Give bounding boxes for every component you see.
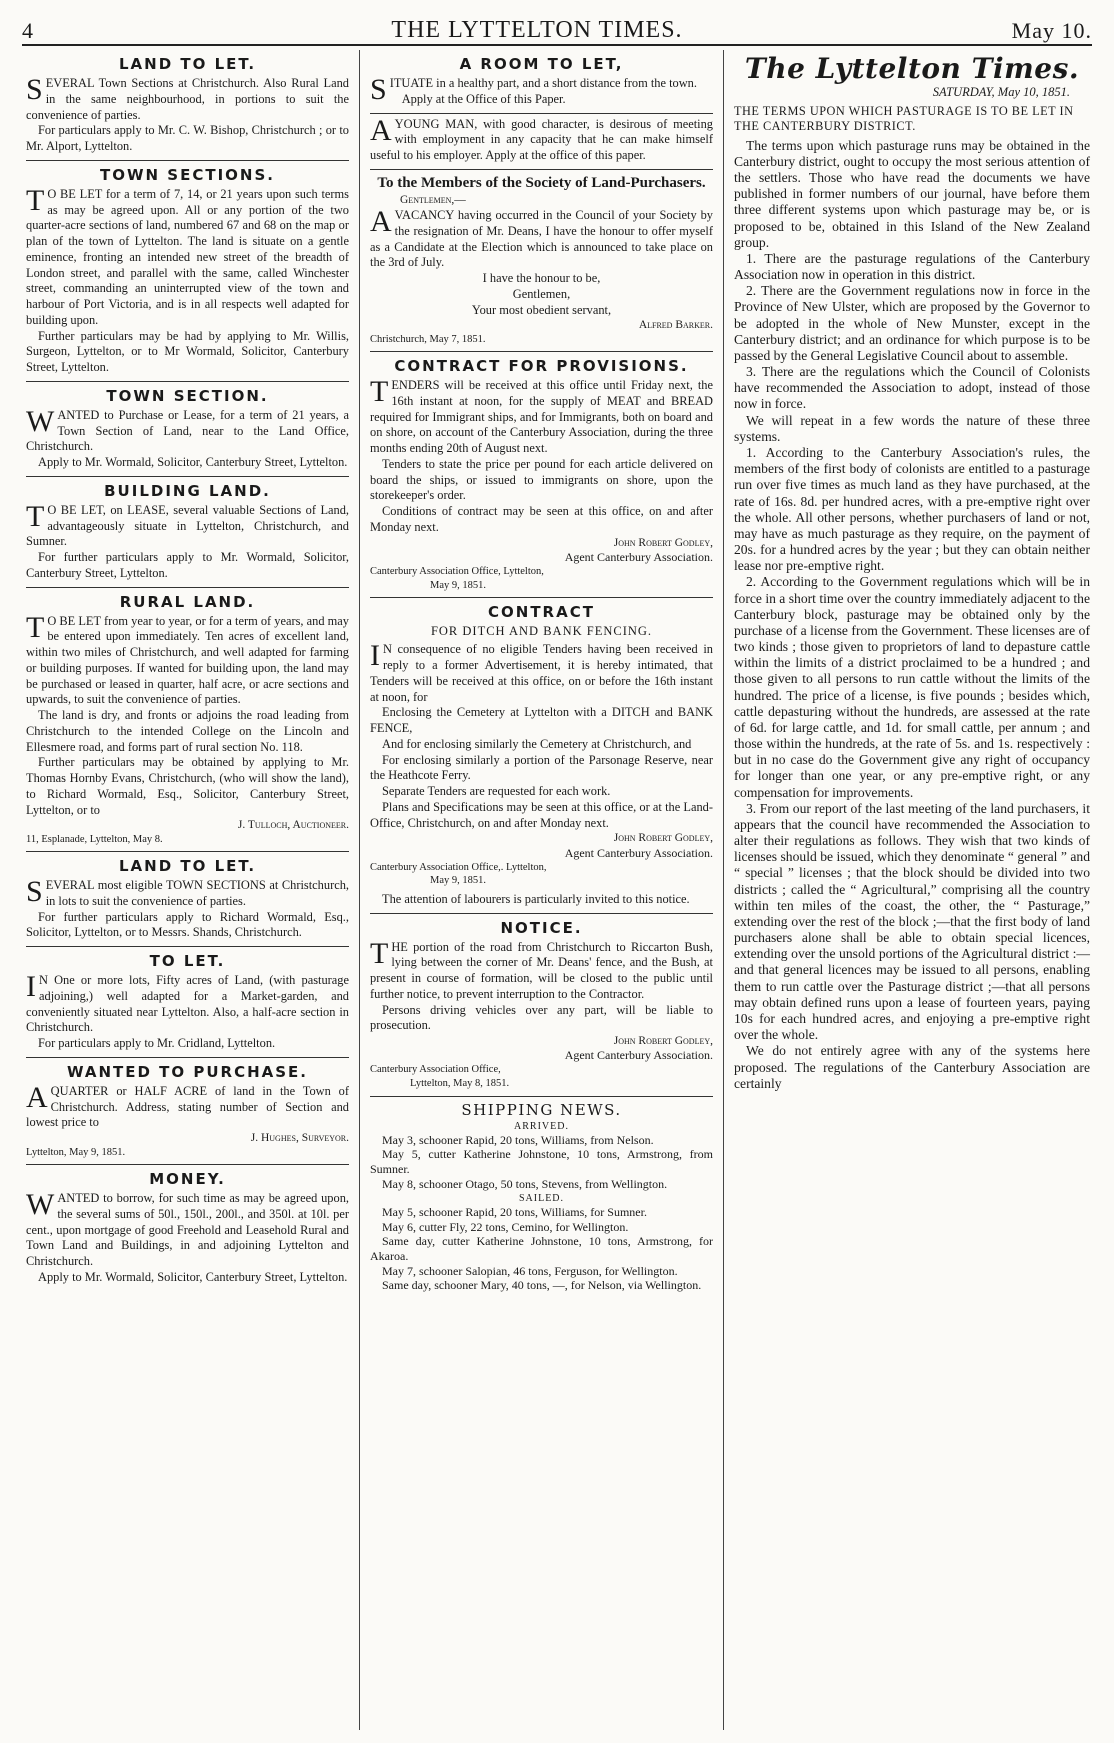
editorial-paragraph: We do not entirely agree with any of the systems here proposed. The regulations of the Canterbury Association are certainly bbox=[734, 1043, 1090, 1091]
nameplate: The Lyttelton Times. bbox=[744, 52, 1080, 85]
ad-text: For further particulars apply to Richard Wormald, Esq., Solicitor, Lyttelton, or to Messrs. Shands, Christchurch. bbox=[26, 909, 349, 940]
ad-text: For further particulars apply to Mr. Wormald, Solicitor, Canterbury Street, Lyttelton. bbox=[26, 550, 349, 580]
ad-heading: CONTRACT FOR PROVISIONS. bbox=[394, 357, 689, 376]
ship-entry: May 3, schooner Rapid, 20 tons, Williams, from Nelson. bbox=[382, 1132, 654, 1147]
ship-entry: Same day, cutter Katherine Johnstone, 10 tons, Armstrong, for Akaroa. bbox=[370, 1234, 713, 1264]
ad-text: THE portion of the road from Christchurch to Riccarton Bush, lying between the corner of Mr. Deans' fence, and the Bush, at present in course of formation, will be closed to the public until further notice, to prevent interruption to the Contractor. bbox=[370, 936, 713, 1001]
ad-text: Apply to Mr. Wormald, Solicitor, Canterbury Street, Lyttelton. bbox=[38, 455, 348, 469]
ad-heading: TOWN SECTION. bbox=[106, 386, 269, 405]
ad-place: Lyttelton, May 8, 1851. bbox=[410, 1078, 510, 1090]
ship-entry: Same day, schooner Mary, 40 tons, —, for Nelson, via Wellington. bbox=[382, 1278, 702, 1293]
ad-text: WANTED to borrow, for such time as may be agreed upon, the several sums of 50l., 150l., 200l., and 350l. at 10l. per cent., upon mortgage of good Freehold and Leasehold Rural and Town Land and Buildings, in and adjoining Lyttelton and Christchurch. bbox=[26, 1188, 349, 1269]
column-3-editorial bbox=[724, 50, 1092, 1730]
editorial-heading: THE TERMS UPON WHICH PASTURAGE IS TO BE LET IN THE CANTERBURY DISTRICT. bbox=[734, 104, 1074, 134]
ad-signature: J. Tulloch, Auctioneer. bbox=[237, 819, 349, 832]
ad-text: TO BE LET from year to year, or for a term of years, and may be entered upon immediately. Ten acres of excellent land, within two miles of Christchurch, and well adapted for farming or building purposes. If wanted for building upon, the land may be purchased or leased in quarter, half acre, or acre sections and upwards, to suit the convenience of parties. bbox=[26, 610, 349, 707]
ad-text: Plans and Specifications may be seen at this office, or at the Land-Office, Christchurch, on and after Monday next. bbox=[370, 799, 713, 830]
ad-land-to-let bbox=[26, 50, 349, 161]
page-number: 4 bbox=[22, 18, 33, 43]
ad-text: Apply to Mr. Wormald, Solicitor, Canterbury Street, Lyttelton. bbox=[38, 1269, 348, 1284]
ad-heading: CONTRACT bbox=[488, 603, 595, 622]
ad-notice bbox=[370, 914, 713, 1097]
ad-signature: Alfred Barker. bbox=[638, 319, 713, 332]
ad-signature: John Robert Godley, bbox=[613, 1035, 713, 1048]
editorial-paragraph: 3. There are the regulations which the Council of Colonists have recommended the Association to adopt, instead of those now in force. bbox=[734, 364, 1090, 412]
ad-heading: LAND TO LET. bbox=[118, 55, 257, 73]
ad-contract-fencing bbox=[370, 598, 713, 913]
ad-place: 11, Esplanade, Lyttelton, May 8. bbox=[26, 833, 163, 845]
ad-text: TO BE LET, on LEASE, several valuable Sections of Land, advantageously situate in Lyttelton, Christchurch, and Sumner. bbox=[26, 499, 349, 549]
editorial-paragraph: 1. According to the Canterbury Association's rules, the members of the first body of colonists are entitled to a pasturage run over five times as much land as they have purchased, at the rate of 16s. 8d. per hundred acres, with a pre-emptive right over the whole. All other persons, whether purchasers of land or not, may have as much pasturage as they require, on the payment of 20s. for a hundred acres by the year ; but they can obtain neither lease nor pre-emptive right. bbox=[734, 444, 1090, 574]
ad-place: Canterbury Association Office,. Lyttelton, bbox=[370, 861, 547, 873]
ship-entry: May 7, schooner Salopian, 46 tons, Ferguson, for Wellington. bbox=[382, 1263, 678, 1278]
ad-place: Canterbury Association Office, Lyttelton, bbox=[370, 566, 544, 578]
ad-text: Enclosing the Cemetery at Lyttelton with a DITCH and BANK FENCE, bbox=[370, 705, 713, 736]
ad-young-man bbox=[370, 114, 713, 170]
shipping-news bbox=[370, 1101, 713, 1293]
issue-date: May 10. bbox=[1011, 18, 1092, 43]
ad-wanted-to-purchase bbox=[26, 1058, 349, 1165]
ad-text: Conditions of contract may be seen at this office, on and after Monday next. bbox=[370, 504, 713, 534]
ad-place: May 9, 1851. bbox=[430, 875, 486, 887]
ad-text: IN consequence of no eligible Tenders having been received in reply to a former Advertisement, it is hereby intimated, that Tenders will be received at this office, on or before the 16th instant at noon, for bbox=[370, 639, 713, 704]
column-2 bbox=[360, 50, 724, 1730]
ad-text: The land is dry, and fronts or adjoins the road leading from Christchurch to the intended College on the Lincoln and Ellesmere road, and forms part of rural section No. 118. bbox=[26, 708, 349, 754]
ad-heading: WANTED TO PURCHASE. bbox=[66, 1062, 309, 1081]
ad-text: AVACANCY having occurred in the Council of your Society by the resignation of Mr. Deans, I have the honour to offer myself as a Candidate at the Election which is announced to take place on the 3rd of July. bbox=[370, 205, 713, 270]
ad-heading: MONEY. bbox=[149, 1170, 226, 1189]
ad-signature-title: Agent Canterbury Association. bbox=[564, 550, 713, 565]
ad-heading: NOTICE. bbox=[500, 918, 583, 937]
ad-signature: J. Hughes, Surveyor. bbox=[250, 1132, 349, 1145]
ad-text: IN One or more lots, Fifty acres of Land, (with pasturage adjoining,) well adapted for a Market-garden, and conveniently situated near Lyttelton. Also, a half-acre section in Christchurch. bbox=[26, 970, 349, 1035]
ad-text: SEVERAL most eligible TOWN SECTIONS at Christchurch, in lots to suit the convenience of parties. bbox=[26, 875, 349, 909]
ad-closing: Gentlemen, bbox=[512, 286, 571, 301]
ad-to-let bbox=[26, 947, 349, 1058]
ad-text: TENDERS will be received at this office until Friday next, the 16th instant at noon, for the supply of MEAT and BREAD required for Immigrant ships, and for Immigrants, both on board and on shore, on account of the Canterbury Association, during the three months ending 20th of August next. bbox=[370, 375, 713, 456]
ad-text: For particulars apply to Mr. C. W. Bishop, Christchurch ; or to Mr. Alport, Lyttelton. bbox=[26, 123, 349, 153]
ad-members-land-purchasers bbox=[370, 170, 713, 352]
ad-heading: BUILDING LAND. bbox=[104, 481, 271, 500]
editorial-paragraph: 2. There are the Government regulations now in force in the Province of New Ulster, which are proposed by the Governor to be adopted in the whole of New Munster, except in the Canterbury district; and an ordinance for which purpose is to be passed by the General Legislative Council about to assemble. bbox=[734, 283, 1090, 363]
ad-building-land bbox=[26, 477, 349, 588]
ad-town-section bbox=[26, 382, 349, 477]
dateline: SATURDAY, May 10, 1851. bbox=[932, 85, 1070, 99]
ad-note: The attention of labourers is particularly invited to this notice. bbox=[382, 891, 690, 906]
paper-title: THE LYTTELTON TIMES. bbox=[391, 17, 683, 43]
ad-text: Further particulars may be had by applying to Mr. Willis, Surgeon, Lyttelton, or to Mr Wormald, Solicitor, Canterbury Street, Lyttelton. bbox=[26, 328, 349, 374]
ship-entry: May 5, cutter Katherine Johnstone, 10 tons, Armstrong, from Sumner. bbox=[370, 1147, 713, 1176]
ad-text: And for enclosing similarly the Cemetery at Christchurch, and bbox=[382, 736, 692, 751]
ad-place: Canterbury Association Office, bbox=[370, 1064, 501, 1076]
ad-heading: TO LET. bbox=[149, 952, 226, 971]
editorial-paragraph: The terms upon which pasturage runs may be obtained in the Canterbury district, ought to occupy the most serious attention of the settlers. Those who have read the documents we have published in former numbers of our journal, have before them three different systems upon which pasturage may be, or is proposed to be, obtained in this Island of the New Zealand group. bbox=[734, 137, 1090, 250]
ad-salutation: Gentlemen,— bbox=[400, 194, 466, 206]
ad-signature-title: Agent Canterbury Association. bbox=[564, 1048, 713, 1063]
ad-text: AYOUNG MAN, with good character, is desirous of meeting with employment in any capacity that he can make himself useful to his employer. Apply at the office of this paper. bbox=[370, 113, 713, 162]
ad-subheading: FOR DITCH AND BANK FENCING. bbox=[430, 624, 653, 639]
ad-closing: I have the honour to be, bbox=[482, 271, 601, 285]
ad-closing: Your most obedient servant, bbox=[471, 302, 612, 317]
ad-text: Persons driving vehicles over any part, will be liable to prosecution. bbox=[370, 1002, 713, 1033]
ad-heading: RURAL LAND. bbox=[119, 592, 256, 611]
ad-heading: To the Members of the Society of Land-Purchasers. bbox=[377, 174, 706, 191]
ad-text: Further particulars may be obtained by applying to Mr. Thomas Hornby Evans, Christchurch, (who will show the land), to Richard Wormald, Esq., Solicitor, Canterbury Street, Lyttelton, or to bbox=[26, 755, 349, 817]
ad-money bbox=[26, 1165, 349, 1291]
ad-signature: John Robert Godley, bbox=[613, 832, 713, 845]
ship-arrived-label: ARRIVED. bbox=[514, 1120, 569, 1132]
ad-text: Tenders to state the price per pound for each article delivered on board the ships, or issued to immigrants on shore, upon the storekeeper's order. bbox=[370, 456, 713, 503]
ad-heading: TOWN SECTIONS. bbox=[100, 165, 275, 184]
column-1 bbox=[22, 50, 360, 1730]
ad-rural-land bbox=[26, 588, 349, 853]
ad-heading: LAND TO LET. bbox=[118, 857, 257, 876]
ad-text: SITUATE in a healthy part, and a short distance from the town. bbox=[370, 73, 697, 106]
ad-text: AQUARTER or HALF ACRE of land in the Town of Christchurch. Address, stating number of Section and lowest price to bbox=[26, 1080, 349, 1130]
ad-signature: John Robert Godley, bbox=[613, 536, 713, 549]
ad-text: Apply at the Office of this Paper. bbox=[401, 91, 566, 106]
ad-contract-provisions bbox=[370, 352, 713, 598]
ad-text: Separate Tenders are requested for each work. bbox=[382, 784, 611, 799]
editorial-paragraph: 3. From our report of the last meeting of the land purchasers, it appears that the council have recommended the Association to alter their regulations as follows. They wish that two kinds of licenses should be issued, which they denominate “ general ” and “ special ” licenses ; that the block should be divided into two districts ; called the “ Agricultural,” comprising all the country within ten miles of the coast, the other, the “ Pasturage,” extending over the rest of the block ;—that the first body of land purchasers alone shall be able to obtain special licences, extending over the unsold portions of the Agricultural district :—and that general licences may be issued to all persons, enabling them to run cattle over the Pasturage district ;—that all persons may obtain defined runs upon a lease of fourteen years, paying 10s for each hundred acres, and enjoying a pre-emptive right over the whole. bbox=[734, 800, 1090, 1043]
editorial-paragraph: We will repeat in a few words the nature of these three systems. bbox=[734, 412, 1090, 444]
ad-land-to-let-2 bbox=[26, 852, 349, 947]
ship-entry: May 8, schooner Otago, 50 tons, Stevens, from Wellington. bbox=[382, 1176, 668, 1191]
ad-place: May 9, 1851. bbox=[430, 579, 486, 591]
editorial-paragraph: 1. There are the pasturage regulations of the Canterbury Association now in operation in this district. bbox=[734, 250, 1090, 283]
ship-sailed-label: SAILED. bbox=[518, 1193, 565, 1205]
ad-place: Christchurch, May 7, 1851. bbox=[370, 333, 486, 345]
ship-entry: May 5, schooner Rapid, 20 tons, Williams, for Sumner. bbox=[382, 1205, 647, 1220]
ad-place: Lyttelton, May 9, 1851. bbox=[26, 1146, 126, 1158]
ad-text: WANTED to Purchase or Lease, for a term of 21 years, a Town Section of Land, near to the Land Office, Christchurch. bbox=[26, 404, 349, 454]
ad-heading: A ROOM TO LET, bbox=[459, 55, 624, 73]
ship-entry: May 6, cutter Fly, 22 tons, Cemino, for Wellington. bbox=[382, 1219, 629, 1234]
ad-signature-title: Agent Canterbury Association. bbox=[564, 845, 713, 860]
ad-text: SEVERAL Town Sections at Christchurch. Also Rural Land in the same neighbourhood, in portions to suit the convenience of parties. bbox=[26, 73, 349, 122]
masthead bbox=[22, 10, 1092, 46]
editorial-paragraph: 2. According to the Government regulations which will be in force in a short time over the country immediately adjacent to the Canterbury block, pasturage may be obtained only by the purchase of a license from the Government. These licenses are of two kinds ; those given to proprietors of land to depasture cattle within the limits of a district proclaimed to be a hundred ; and those given to all persons to run cattle without the limits of the hundred. The price of a license, is five pounds ; besides which, cattle depasturing without the hundreds, are assessed at the rate of 6d. for large cattle, and 1d. for small cattle, per annum ; and those within the hundreds, at the rate of 5s. and 1s. respectively : but in no case do the Government give any right of occupancy for longer than one year, or any pre-emptive right, or any compensation for improvements. bbox=[734, 574, 1090, 800]
ad-text: TO BE LET for a term of 7, 14, or 21 years upon such terms as may be agreed upon. All or any portion of the two quarter-acre sections of land, numbered 67 and 68 on the map or plan of the town of Lyttelton. The land is situate on a gentle eminence, fronting an intended new street of the breadth of London street, and parallel with the same, called Winchester street, commanding an uninterrupted view of the town and harbour of Port Victoria, and is in all respects well adapted for building upon. bbox=[26, 183, 349, 327]
ad-text: For enclosing similarly a portion of the Parsonage Reserve, near the Heathcote Ferry. bbox=[370, 752, 713, 783]
ship-heading: SHIPPING NEWS. bbox=[461, 1100, 622, 1119]
ad-room-to-let bbox=[370, 50, 713, 114]
ad-town-sections bbox=[26, 161, 349, 382]
ad-text: For particulars apply to Mr. Cridland, Lyttelton. bbox=[38, 1036, 276, 1051]
